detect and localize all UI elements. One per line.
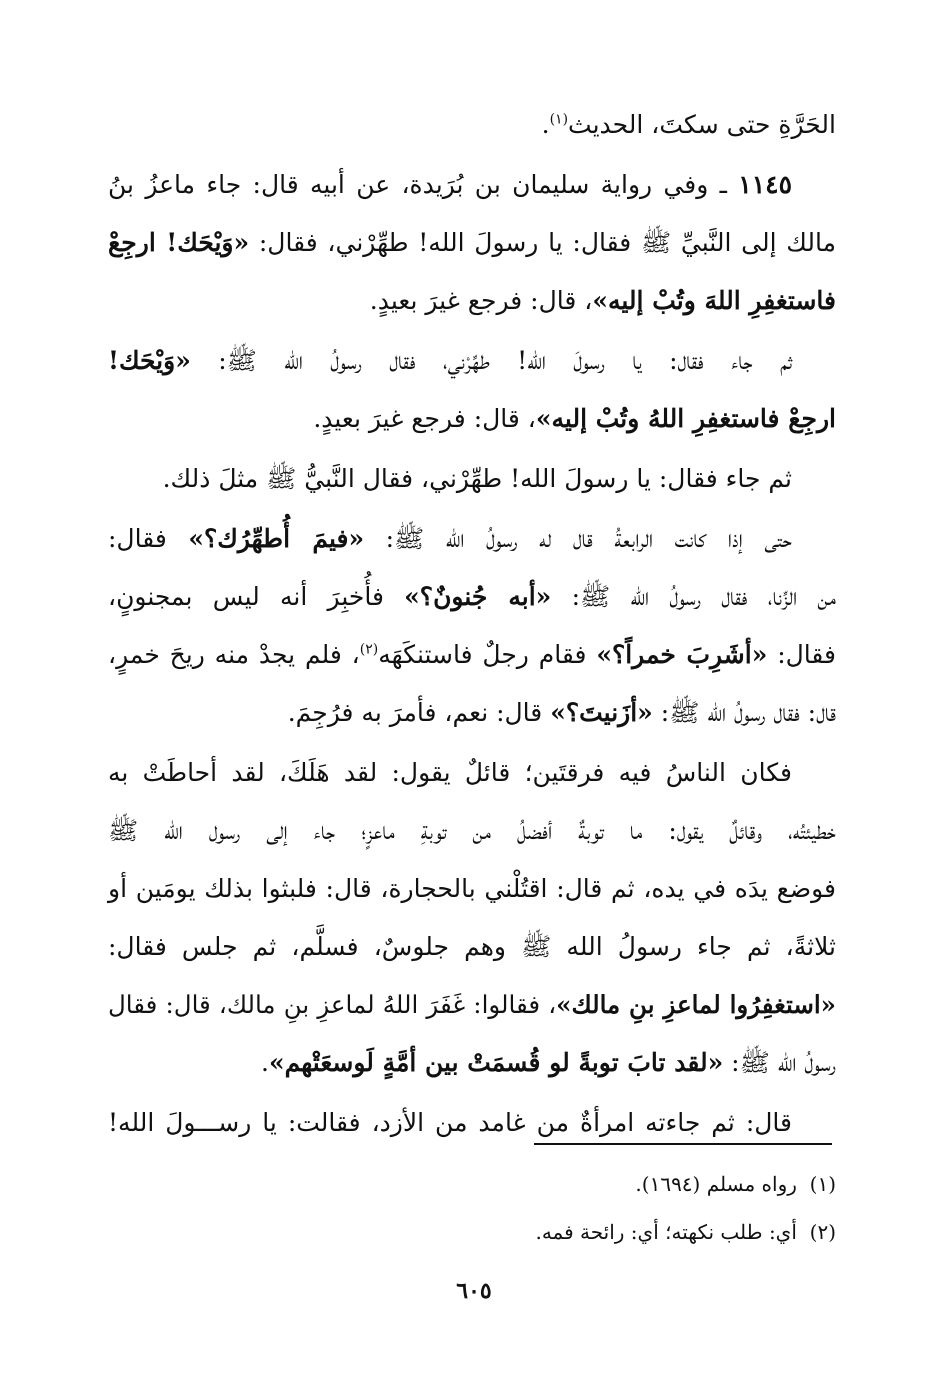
paragraph-4-line-3 bbox=[108, 626, 836, 684]
text-span: قال: فقال رسولُ الله ﷺ: bbox=[660, 698, 836, 727]
text-span: ، فلم يجدْ منه ريحَ خمرٍ، bbox=[108, 640, 360, 669]
paragraph-4-line-2 bbox=[108, 568, 836, 626]
paragraph-4-line-4 bbox=[108, 684, 836, 742]
text-span: قال: ثم جاءته امرأةٌ من غامد من الأزد، فقالت: يا رســـولَ الله! bbox=[108, 1108, 792, 1137]
page-number: ٦٠٥ bbox=[456, 1278, 492, 1304]
prophet-quote: «أزَنيتَ؟» bbox=[550, 698, 653, 727]
footnote-ref-1[interactable]: (١) bbox=[549, 111, 569, 128]
footnote-ref-2[interactable]: (٢) bbox=[359, 641, 379, 658]
prophet-quote: «استغفِرُوا لماعزِ بنِ مالك» bbox=[556, 990, 836, 1019]
footnotes bbox=[300, 1160, 836, 1256]
paragraph-4-line-1 bbox=[108, 510, 836, 568]
text-span: قال: نعم، فأمرَ به فرُجِمَ. bbox=[287, 698, 543, 727]
text-span: فوضع يدَه في يده، ثم قال: اقتُلْني بالحجارة، قال: فلبثوا بذلك يومَين أو bbox=[108, 874, 836, 903]
text-span: ثم جاء فقال: يا رسولَ الله! طهِّرْني، فقال النَّبيُّ ﷺ مثلَ ذلك. bbox=[162, 464, 792, 493]
text-span: ـ وفي رواية سليمان بن بُرَيدة، عن أبيه قال: جاء ماعزُ بنُ bbox=[108, 170, 727, 199]
text-span: ثلاثةً، ثم جاء رسولُ الله ﷺ وهم جلوسٌ، فسلَّم، ثم جلس فقال: bbox=[108, 932, 836, 961]
prophet-quote: «وَيْحَك! ارجِعْ bbox=[108, 228, 250, 257]
page-body bbox=[108, 96, 836, 1152]
text-span: حتى إذا كانت الرابعةُ قال له رسولُ الله ﷺ: bbox=[385, 524, 792, 553]
text-span: . bbox=[261, 1048, 269, 1077]
paragraph-5-line-5 bbox=[108, 976, 836, 1034]
paragraph-2-line-1 bbox=[108, 332, 836, 390]
prophet-quote: فاستغفِرِ اللهَ وتُبْ إليه» bbox=[592, 286, 836, 315]
text-span: ، قال: فرجع غيرَ بعيدٍ. bbox=[313, 404, 536, 433]
footnote-1 bbox=[300, 1160, 836, 1208]
footnote-text: أي: طلب نكهته؛ أي: رائحة فمه. bbox=[535, 1220, 797, 1244]
paragraph-5-line-3 bbox=[108, 860, 836, 918]
text-span: فقام رجلٌ فاستنكَهَه bbox=[378, 640, 587, 669]
text-span: من الزِّنا، فقال رسولُ الله ﷺ: bbox=[571, 582, 836, 611]
hadith-1145-line-1 bbox=[108, 156, 836, 214]
hadith-1145-line-3 bbox=[108, 272, 836, 330]
text-span: رسولُ الله ﷺ: bbox=[731, 1048, 836, 1077]
paragraph-5-line-1 bbox=[108, 744, 836, 802]
prophet-quote: «وَيْحَك! bbox=[108, 346, 191, 375]
text-span: ثم جاء فقال: يا رسولَ الله! طهِّرْني، فقال رسولُ الله ﷺ: bbox=[218, 346, 793, 375]
paragraph-3-line-1 bbox=[108, 450, 836, 508]
prophet-quote: «أشَرِبَ خمراً؟» bbox=[596, 640, 768, 669]
footnote-marker: (٢) bbox=[809, 1220, 836, 1244]
text-span: ، قال: فرجع غيرَ بعيدٍ. bbox=[369, 286, 593, 315]
prophet-quote: «فيمَ أُطهِّرُك؟» bbox=[188, 524, 365, 553]
text-span: الحَرَّةِ حتى سكتَ، الحديث bbox=[568, 110, 836, 139]
footnote-marker: (١) bbox=[809, 1172, 836, 1196]
text-span: ، فقالوا: غَفَرَ اللهُ لماعزِ بنِ مالك، قال: فقال bbox=[108, 990, 557, 1019]
footnote-2 bbox=[300, 1208, 836, 1256]
text-span: خطيئتُه، وقائلٌ يقول: ما توبةٌ أفضلُ من توبةِ ماعزٍ؛ جاء إلى رسول الله ﷺ bbox=[108, 816, 836, 845]
prophet-quote: «لقد تابَ توبةً لو قُسمَتْ بين أمَّةٍ لَوسعَتْهم» bbox=[269, 1048, 724, 1077]
hadith-number: ١١٤٥ bbox=[738, 170, 792, 199]
text-span: فقال: bbox=[108, 524, 167, 553]
text-span: فأُخبِرَ أنه ليس بمجنونٍ، bbox=[108, 582, 384, 611]
paragraph-5-line-2 bbox=[108, 802, 836, 860]
paragraph-2-line-2 bbox=[108, 390, 836, 448]
prophet-quote: ارجِعْ فاستغفِرِ اللهُ وتُبْ إليه» bbox=[535, 404, 836, 433]
text-span: مالك إلى النَّبيِّ ﷺ فقال: يا رسولَ الله! طهِّرْني، فقال: bbox=[258, 228, 836, 257]
text-span: فقال: bbox=[777, 640, 837, 669]
hadith-1145-line-2 bbox=[108, 214, 836, 272]
paragraph-5-line-4 bbox=[108, 918, 836, 976]
text-span: . bbox=[541, 110, 550, 139]
footnote-separator bbox=[534, 1143, 832, 1145]
text-span: فكان الناسُ فيه فرقتَين؛ قائلٌ يقول: لقد هَلَكَ، لقد أحاطَتْ به bbox=[108, 758, 792, 787]
paragraph-0-line-1 bbox=[108, 96, 836, 154]
paragraph-5-line-6 bbox=[108, 1034, 836, 1092]
prophet-quote: «أبه جُنونٌ؟» bbox=[404, 582, 552, 611]
footnote-text: رواه مسلم (١٦٩٤). bbox=[635, 1172, 797, 1196]
